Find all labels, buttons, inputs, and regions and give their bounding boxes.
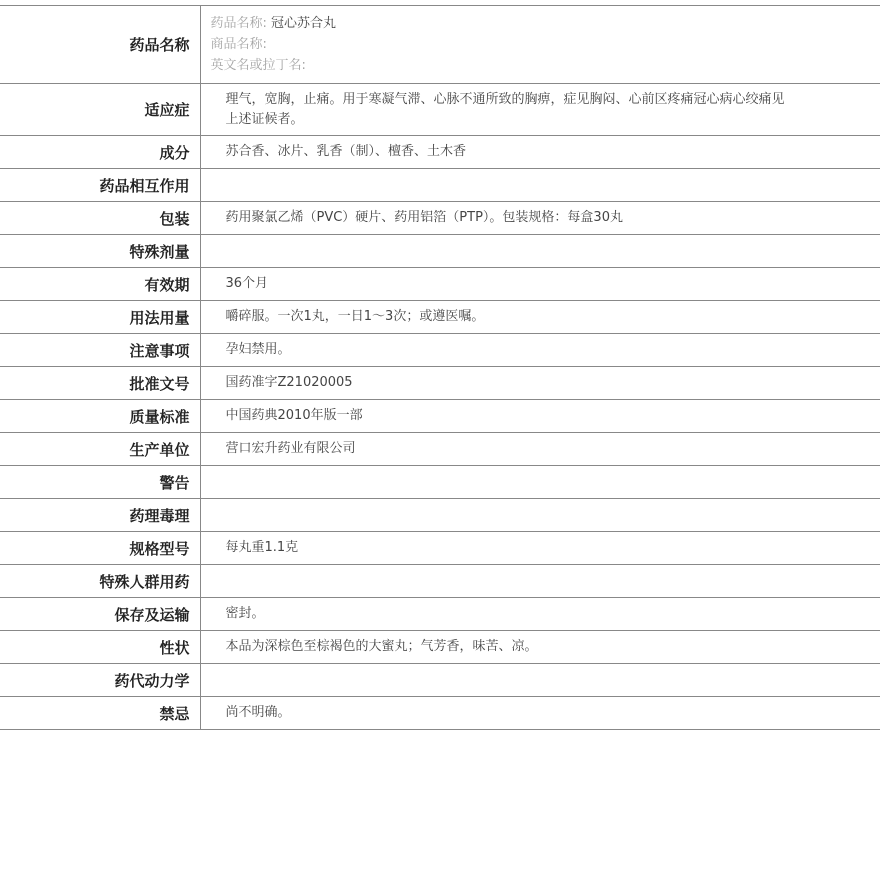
row-ingredients [0, 136, 880, 169]
contraindications-value: 尚不明确。 [200, 697, 880, 730]
row-special-dosage [0, 235, 880, 268]
warning-value [200, 466, 880, 499]
row-precautions [0, 334, 880, 367]
packaging-value: 药用聚氯乙烯（PVC）硬片、药用铝箔（PTP）。包装规格：每盒30丸 [200, 202, 880, 235]
pharmacology-value [200, 499, 880, 532]
row-description [0, 631, 880, 664]
indications-value: 理气，宽胸，止痛。用于寒凝气滞、心脉不通所致的胸痹，症见胸闷、心前区疼痛冠心病心绞痛见上述证候者。 [200, 84, 880, 136]
drug-name-label: 药品名称 [0, 6, 200, 84]
english-name-key: 英文名或拉丁名: [210, 58, 306, 73]
row-approval-number [0, 367, 880, 400]
quality-standard-label: 质量标准 [0, 400, 200, 433]
specification-value: 每丸重1.1克 [200, 532, 880, 565]
trade-name-line [211, 34, 880, 55]
contraindications-label: 禁忌 [0, 697, 200, 730]
manufacturer-value: 营口宏升药业有限公司 [200, 433, 880, 466]
row-storage [0, 598, 880, 631]
manufacturer-label: 生产单位 [0, 433, 200, 466]
row-quality-standard [0, 400, 880, 433]
dosage-value: 嚼碎服。一次1丸，一日1～3次；或遵医嘱。 [200, 301, 880, 334]
drug-spec-table [0, 5, 880, 730]
row-dosage [0, 301, 880, 334]
precautions-value: 孕妇禁用。 [200, 334, 880, 367]
row-interactions [0, 169, 880, 202]
shelf-life-label: 有效期 [0, 268, 200, 301]
pharmacokinetics-label: 药代动力学 [0, 664, 200, 697]
generic-name-line [211, 13, 880, 34]
pharmacology-label: 药理毒理 [0, 499, 200, 532]
trade-name-key: 商品名称: [210, 37, 267, 52]
row-drug-name [0, 6, 880, 84]
approval-number-label: 批准文号 [0, 367, 200, 400]
dosage-label: 用法用量 [0, 301, 200, 334]
interactions-label: 药品相互作用 [0, 169, 200, 202]
description-value: 本品为深棕色至棕褐色的大蜜丸；气芳香，味苦、凉。 [200, 631, 880, 664]
row-warning [0, 466, 880, 499]
row-packaging [0, 202, 880, 235]
special-populations-value [200, 565, 880, 598]
description-label: 性状 [0, 631, 200, 664]
shelf-life-value: 36个月 [200, 268, 880, 301]
row-pharmacokinetics [0, 664, 880, 697]
warning-label: 警告 [0, 466, 200, 499]
ingredients-value: 苏合香、冰片、乳香（制）、檀香、土木香 [200, 136, 880, 169]
storage-label: 保存及运输 [0, 598, 200, 631]
row-pharmacology [0, 499, 880, 532]
indications-label: 适应症 [0, 84, 200, 136]
generic-name-value: 冠心苏合丸 [271, 16, 337, 31]
quality-standard-value: 中国药典2010年版一部 [200, 400, 880, 433]
generic-name-key: 药品名称: [210, 16, 267, 31]
row-manufacturer [0, 433, 880, 466]
approval-number-value: 国药准字Z21020005 [200, 367, 880, 400]
row-contraindications [0, 697, 880, 730]
special-populations-label: 特殊人群用药 [0, 565, 200, 598]
pharmacokinetics-value [200, 664, 880, 697]
row-shelf-life [0, 268, 880, 301]
drug-name-cell [200, 6, 880, 84]
special-dosage-value [200, 235, 880, 268]
precautions-label: 注意事项 [0, 334, 200, 367]
row-specification [0, 532, 880, 565]
row-special-populations [0, 565, 880, 598]
interactions-value [200, 169, 880, 202]
specification-label: 规格型号 [0, 532, 200, 565]
storage-value: 密封。 [200, 598, 880, 631]
ingredients-label: 成分 [0, 136, 200, 169]
english-name-line [211, 55, 880, 76]
packaging-label: 包装 [0, 202, 200, 235]
row-indications [0, 84, 880, 136]
special-dosage-label: 特殊剂量 [0, 235, 200, 268]
